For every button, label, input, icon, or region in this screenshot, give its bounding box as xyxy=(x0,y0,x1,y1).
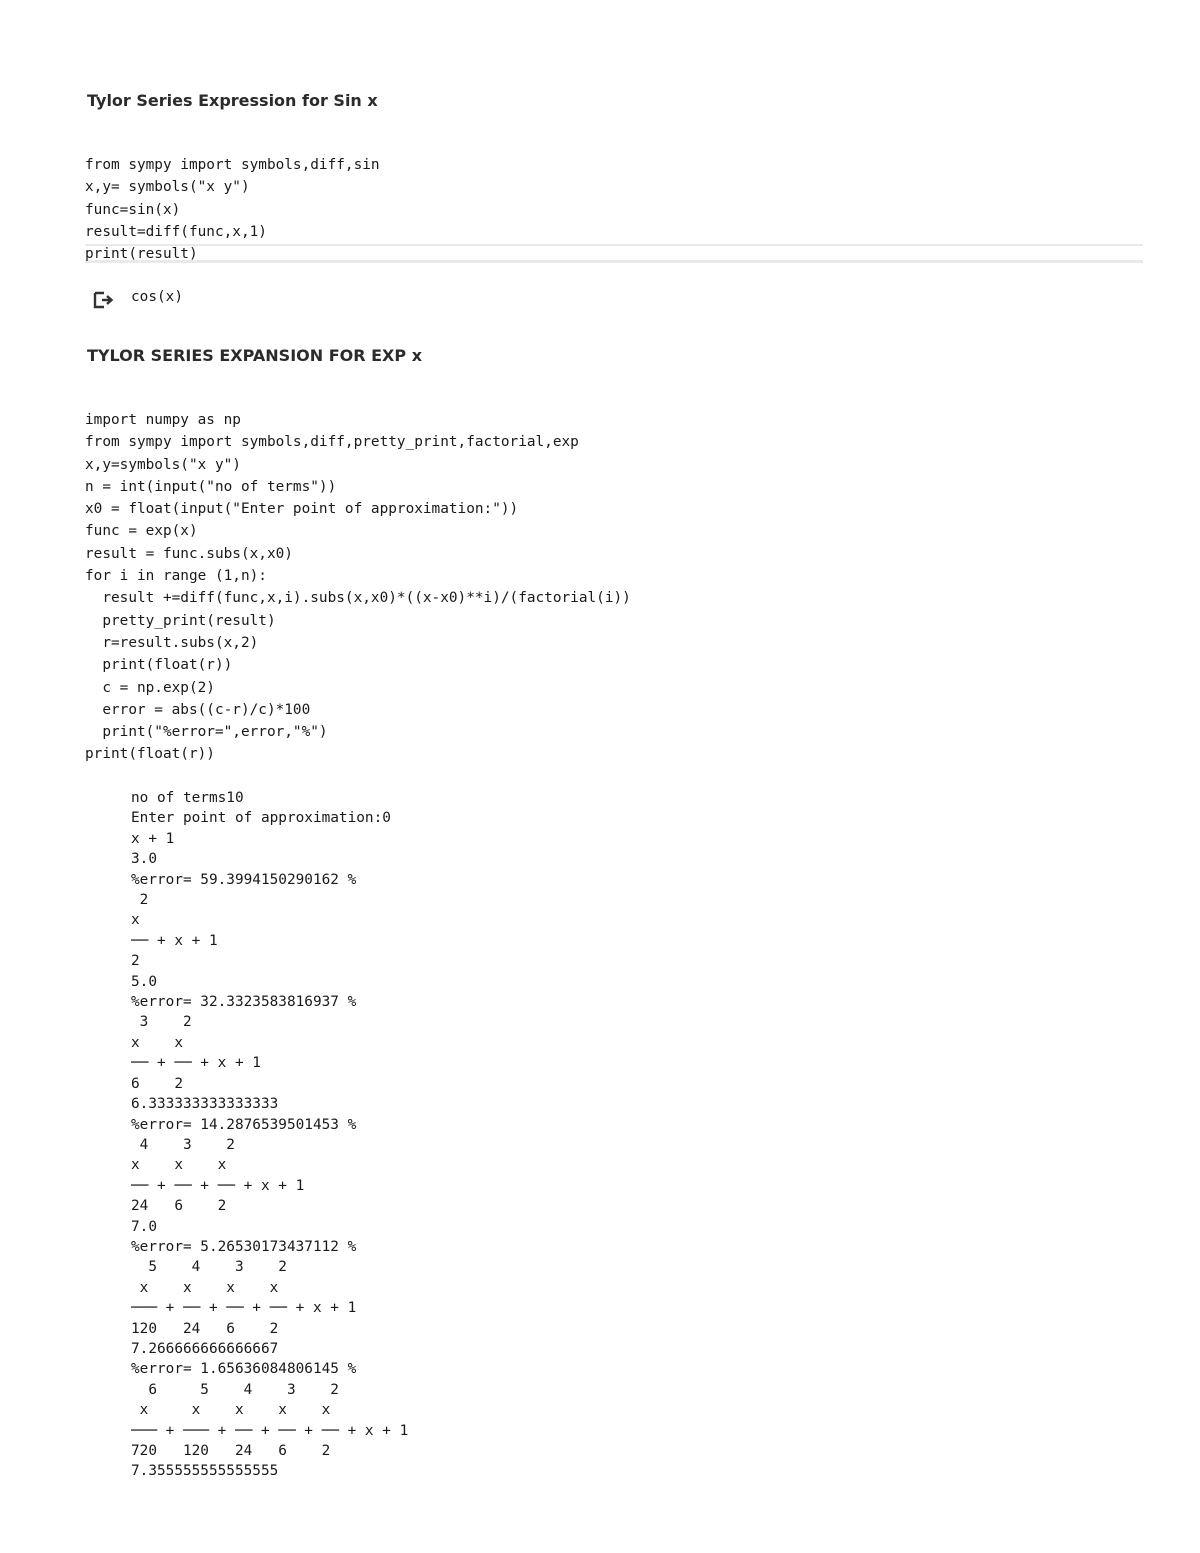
output-arrow-icon[interactable] xyxy=(93,290,115,310)
section-heading-sin: Tylor Series Expression for Sin x xyxy=(87,91,378,110)
code-cell-exp[interactable]: import numpy as np from sympy import symbols,diff,pretty_print,factorial,exp x,y=symbols("x y") n = int(input("no of terms")) x0 = float(input("Enter point of approximation:")) func = exp(x) result = func.subs(x,x0) for i in range (1,n): result +=diff(func,x,i).subs(x,x0)*((x-x0)**i)/(factorial(i)) pretty_print(result) r=result.subs(x,2) print(float(r)) c = np.exp(2) error = abs((c-r)/c)*100 print("%error=",error,"%") print(float(r)) xyxy=(85,412,631,763)
output-exp: no of terms10 Enter point of approximation:0 x + 1 3.0 %error= 59.3994150290162 % 2 x ── + x + 1 2 5.0 %error= 32.3323583816937 % 3 2 x x ── + ── + x + 1 6 2 6.333333333333333 %error= 14.2876539501453 % 4 3 2 x x x ── + ── + ── + x + 1 24 6 2 7.0 %error= 5.26530173437112 % 5 4 3 2 x x x x ─── + ── + ── + ── + x + 1 120 24 6 2 7.266666666666667 %error= 1.65636084806145 % 6 5 4 3 2 x x x x x ─── + ─── + ── + ── + ── + x + 1 720 120 24 6 2 7.355555555555555 xyxy=(131,790,409,1480)
code-cell-sin[interactable]: from sympy import symbols,diff,sin x,y= symbols("x y") func=sin(x) result=diff(func,x,1) print(result) xyxy=(85,157,380,263)
output-sin: cos(x) xyxy=(131,289,183,305)
section-heading-exp: TYLOR SERIES EXPANSION FOR EXP x xyxy=(87,346,423,365)
